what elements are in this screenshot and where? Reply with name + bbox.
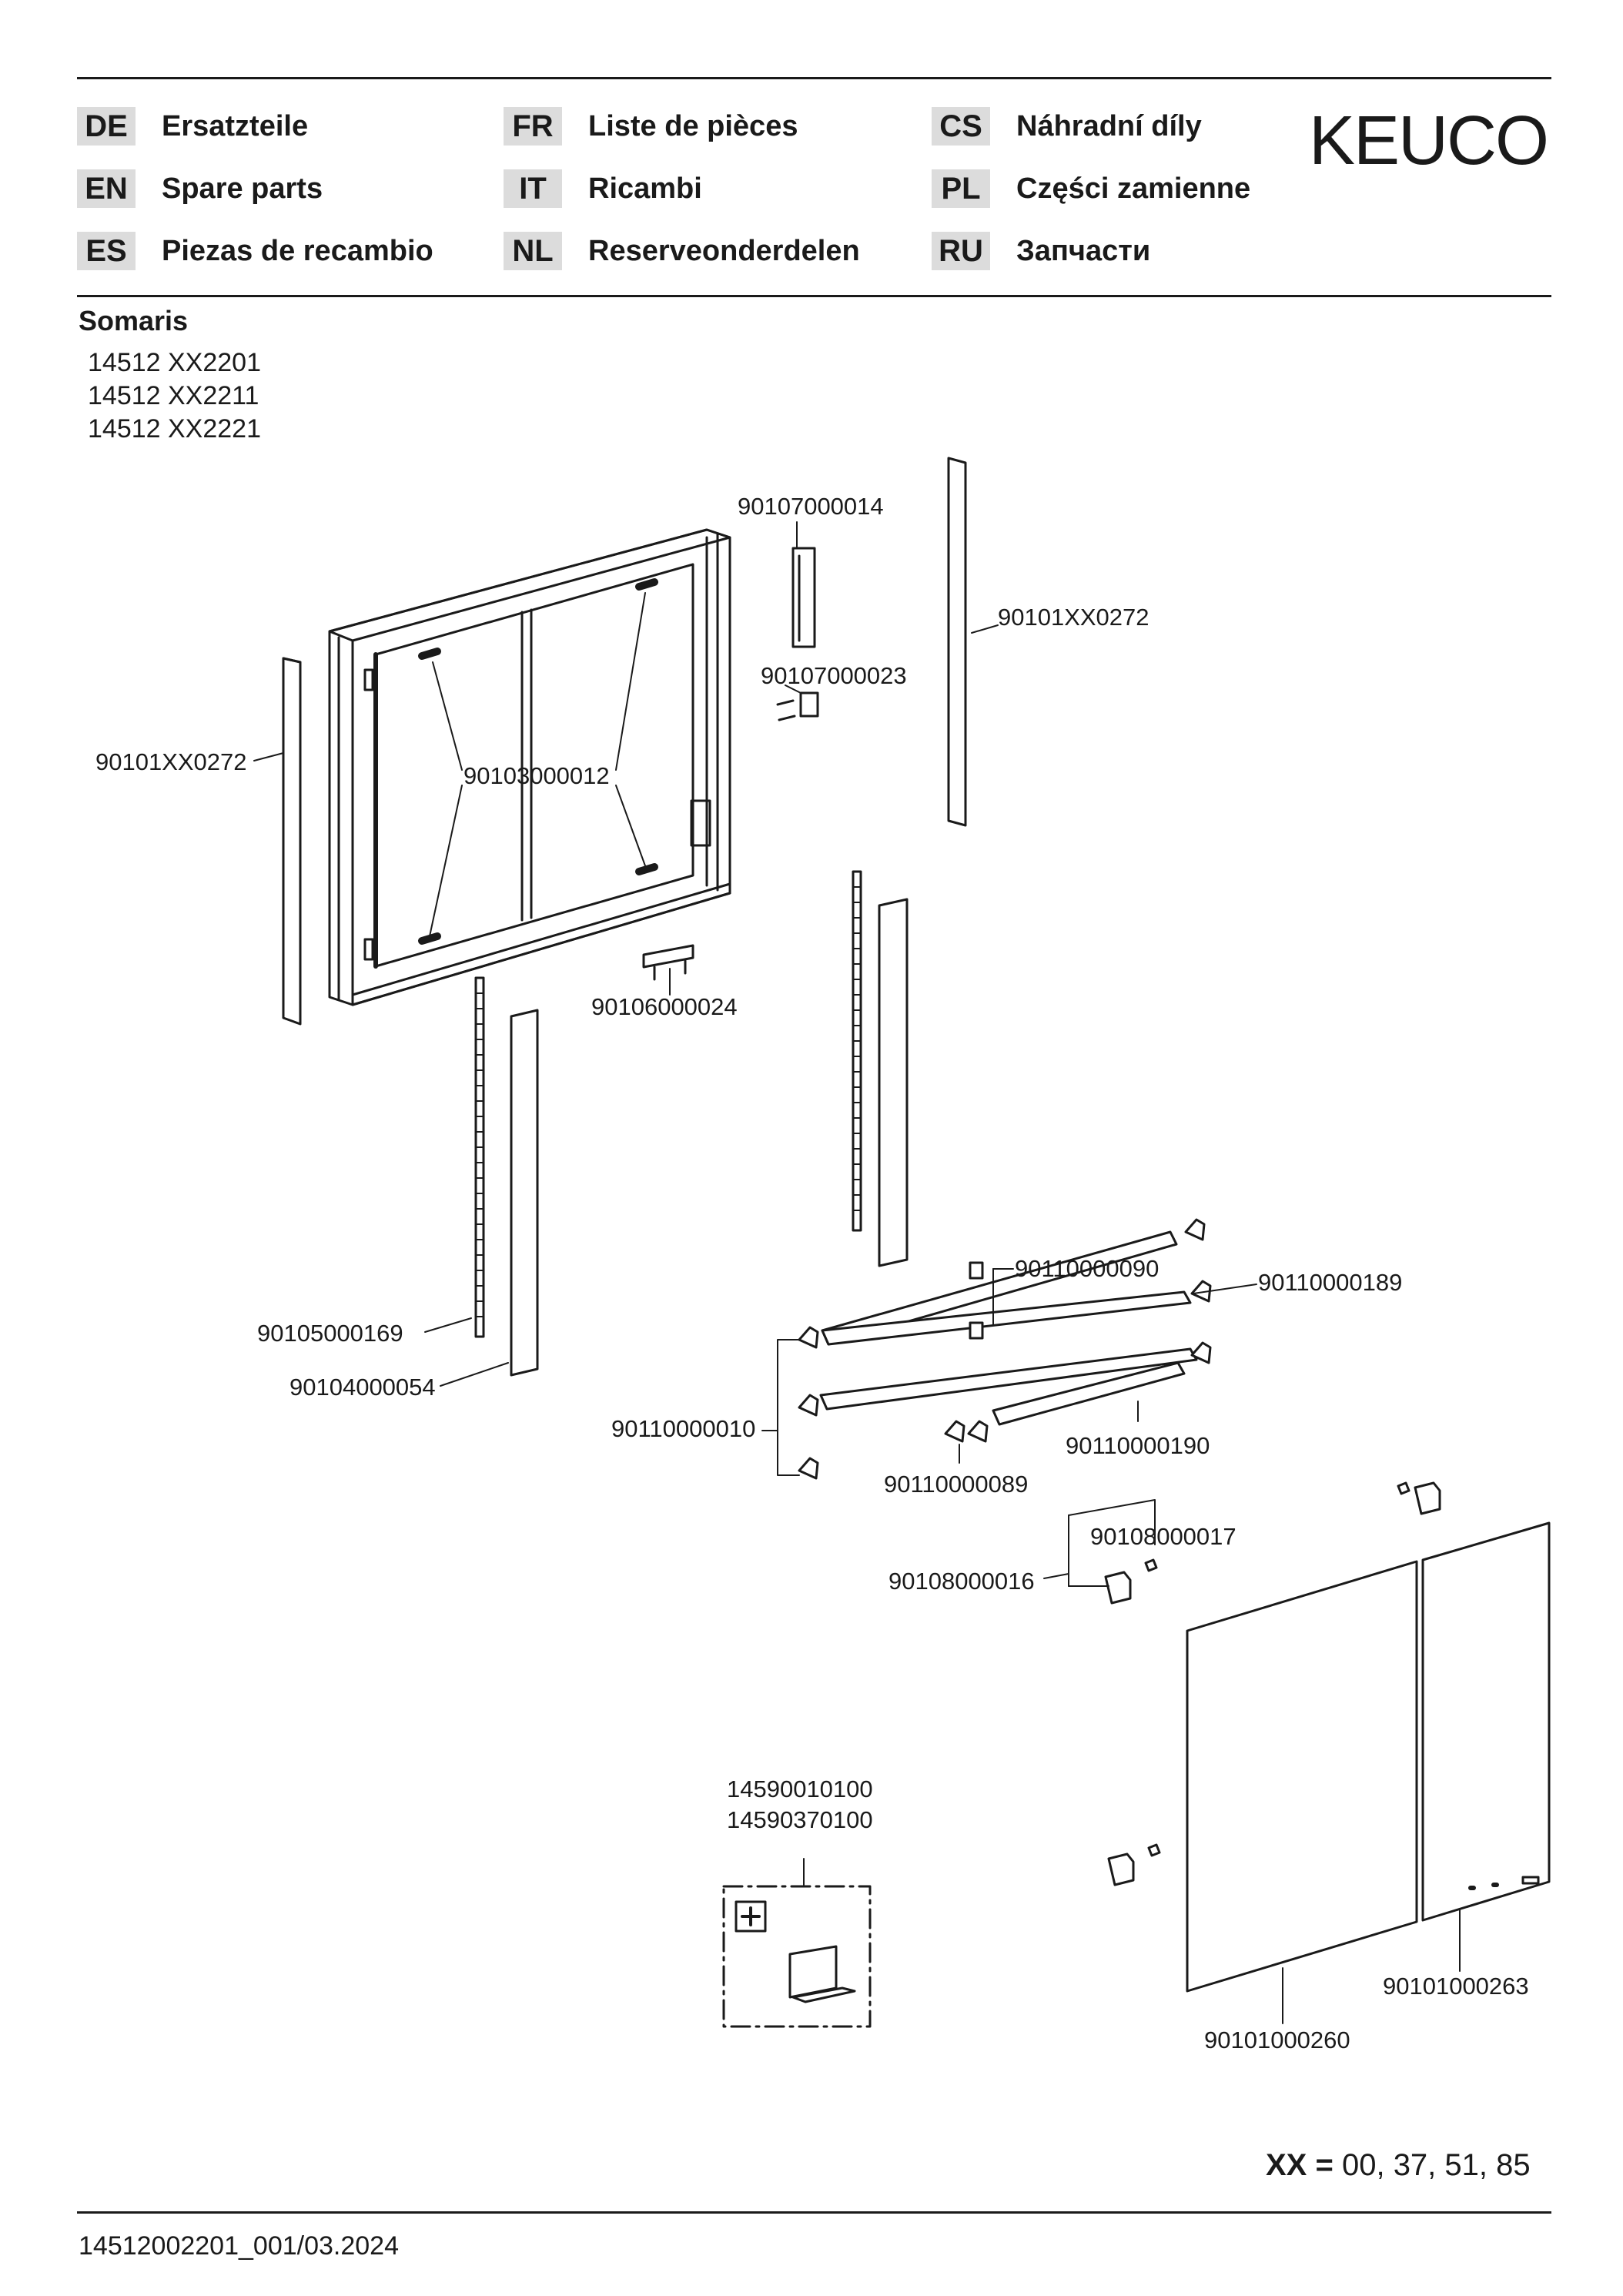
part-label: 90110000089 (884, 1471, 1029, 1498)
lang-label: Ricambi (588, 172, 702, 205)
lang-label: Запчасти (1016, 234, 1151, 267)
lang-code: RU (932, 232, 990, 270)
part-label: 90101XX0272 (95, 748, 247, 775)
lang-code: DE (77, 107, 136, 146)
part-label: 14590370100 (727, 1806, 873, 1833)
lang-label: Części zamienne (1016, 172, 1251, 205)
product-name: Somaris (79, 305, 189, 336)
mirror-doors (1187, 1523, 1549, 1991)
side-strip-right (949, 458, 965, 825)
keuco-logo: KEUCO (1309, 102, 1548, 179)
rail-right (853, 872, 861, 1230)
rail-left (476, 978, 484, 1337)
lang-code: EN (77, 169, 136, 208)
hinge-bracket (778, 548, 818, 720)
document-id: 14512002201_001/03.2024 (79, 2231, 399, 2261)
part-label: 90110000189 (1258, 1269, 1403, 1296)
part-label: 90106000024 (591, 993, 738, 1020)
lang-label: Spare parts (162, 172, 323, 205)
lang-code: CS (932, 107, 990, 146)
part-label: 90105000169 (257, 1320, 403, 1347)
lang-code: FR (504, 107, 562, 146)
lang-code: ES (77, 232, 136, 270)
variant-values: 00, 37, 51, 85 (1341, 2148, 1531, 2182)
variant-legend (1266, 2148, 1531, 2183)
lang-code: NL (504, 232, 562, 270)
lang-label: Reserveonderdelen (588, 234, 860, 267)
model-number: 14512 XX2221 (88, 414, 261, 443)
lang-label: Náhradní díly (1016, 109, 1202, 142)
part-label: 14590010100 (727, 1776, 873, 1802)
part-label: 90104000054 (289, 1374, 436, 1401)
side-strip-left (283, 658, 300, 1024)
part-label: 90110000090 (1015, 1255, 1160, 1282)
part-label: 90101000263 (1383, 1973, 1529, 2000)
part-label: 90110000010 (611, 1415, 756, 1442)
lang-label: Liste de pièces (588, 109, 798, 142)
part-label: 90101XX0272 (998, 604, 1149, 631)
part-label: 90108000017 (1090, 1523, 1236, 1550)
first-aid-kit (724, 1886, 870, 2027)
lang-code: PL (932, 169, 990, 208)
part-label: 90101000260 (1204, 2027, 1350, 2053)
cover-right (879, 899, 907, 1266)
part-label: 90107000023 (761, 662, 907, 689)
part-label: 90107000014 (738, 493, 884, 520)
cover-left (511, 1010, 537, 1375)
part-label: 90110000190 (1066, 1432, 1210, 1459)
lang-code: IT (504, 169, 562, 208)
lang-label: Piezas de recambio (162, 234, 433, 267)
variant-key: XX = (1266, 2148, 1334, 2182)
bottom-clip (644, 946, 693, 979)
model-number: 14512 XX2211 (88, 381, 259, 410)
lang-label: Ersatzteile (162, 109, 309, 142)
part-label: 90108000016 (888, 1568, 1035, 1595)
part-label: 90103000012 (463, 762, 610, 789)
model-number: 14512 XX2201 (88, 348, 261, 377)
